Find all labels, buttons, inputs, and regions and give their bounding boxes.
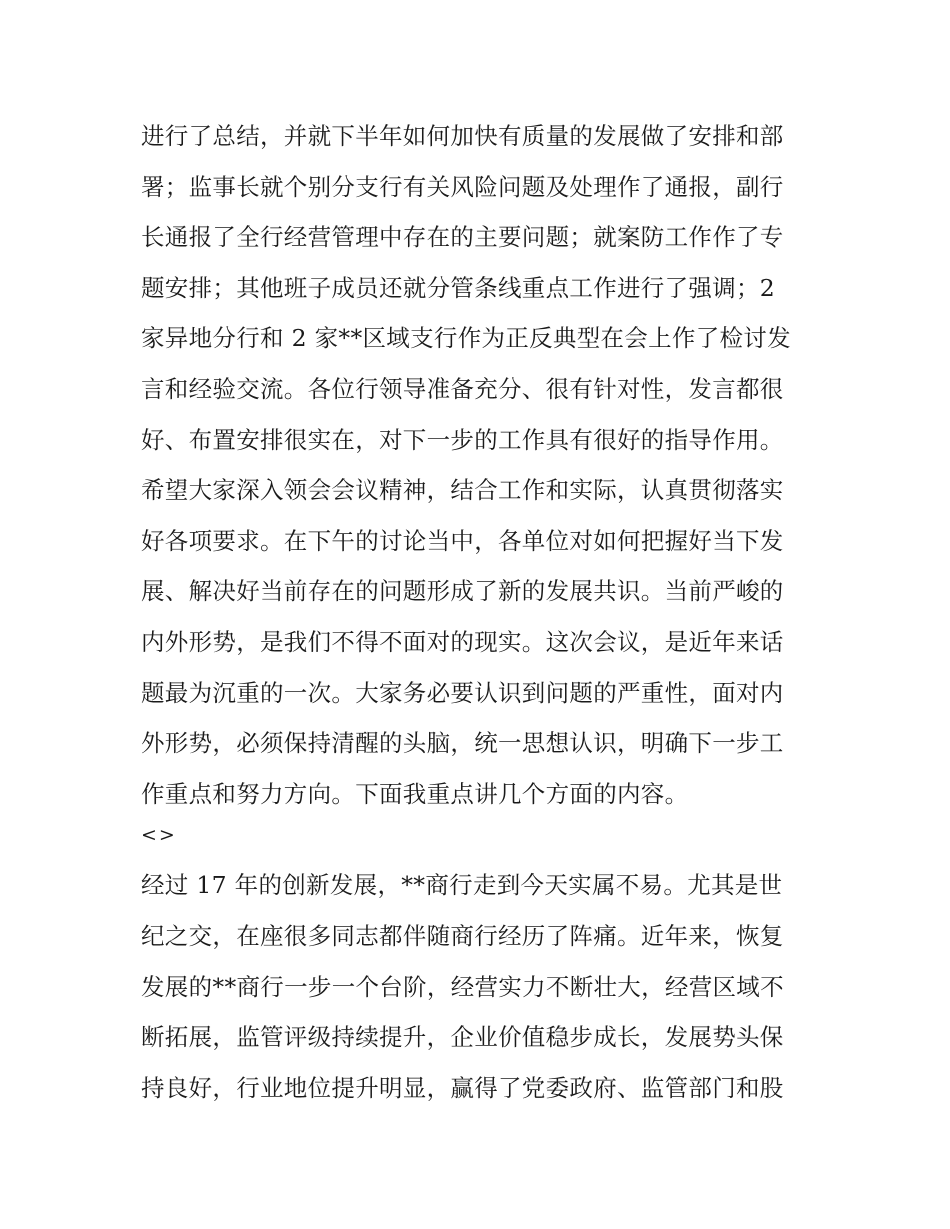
paragraph-1-line: 题最为沉重的一次。大家务必要认识到问题的严重性，面对内 — [141, 678, 784, 707]
paragraph-1-line: 展、解决好当前存在的问题形成了新的发展共识。当前严峻的 — [141, 577, 784, 606]
paragraph-1-line: 进行了总结，并就下半年如何加快有质量的发展做了安排和部 — [141, 122, 784, 150]
paragraph-1-line: 好、布置安排很实在，对下一步的工作具有很好的指导作用。 — [141, 425, 784, 454]
section-spacer — [141, 852, 821, 860]
document-body — [141, 111, 821, 1113]
paragraph-1-line: 题安排；其他班子成员还就分管条线重点工作进行了强调；2 — [141, 273, 776, 302]
paragraph-2-line: 经过 17 年的创新发展，**商行走到今天实属不易。尤其是世 — [141, 871, 783, 900]
paragraph-2-line: 纪之交，在座很多同志都伴随商行经历了阵痛。近年来，恢复 — [141, 921, 784, 950]
paragraph-1-line: 希望大家深入领会会议精神，结合工作和实际，认真贯彻落实 — [141, 476, 784, 505]
paragraph-2-line: 持良好，行业地位提升明显，赢得了党委政府、监管部门和股 — [141, 1073, 784, 1102]
paragraph-1-line: 家异地分行和 2 家**区域支行作为正反典型在会上作了检讨发 — [141, 324, 791, 353]
paragraph-1-line: 外形势，必须保持清醒的头脑，统一思想认识，明确下一步工 — [141, 729, 784, 758]
paragraph-1-line: 署；监事长就个别分支行有关风险问题及处理作了通报，副行 — [141, 172, 784, 201]
paragraph-2-line: 发展的**商行一步一个台阶，经营实力不断壮大，经营区域不 — [141, 972, 784, 1001]
paragraph-2-line: 断拓展，监管评级持续提升，企业价值稳步成长，发展势头保 — [141, 1023, 784, 1052]
paragraph-1-line: 长通报了全行经营管理中存在的主要问题；就案防工作作了专 — [141, 223, 784, 252]
paragraph-1-line: 作重点和努力方向。下面我重点讲几个方面的内容。 — [141, 779, 689, 808]
paragraph-1-line: 内外形势，是我们不得不面对的现实。这次会议，是近年来话 — [141, 627, 784, 656]
paragraph-1-line: 好各项要求。在下午的讨论当中，各单位对如何把握好当下发 — [141, 526, 784, 555]
section-marker: <> — [141, 824, 177, 847]
paragraph-1-line: 言和经验交流。各位行领导准备充分、很有针对性，发言都很 — [141, 374, 784, 403]
